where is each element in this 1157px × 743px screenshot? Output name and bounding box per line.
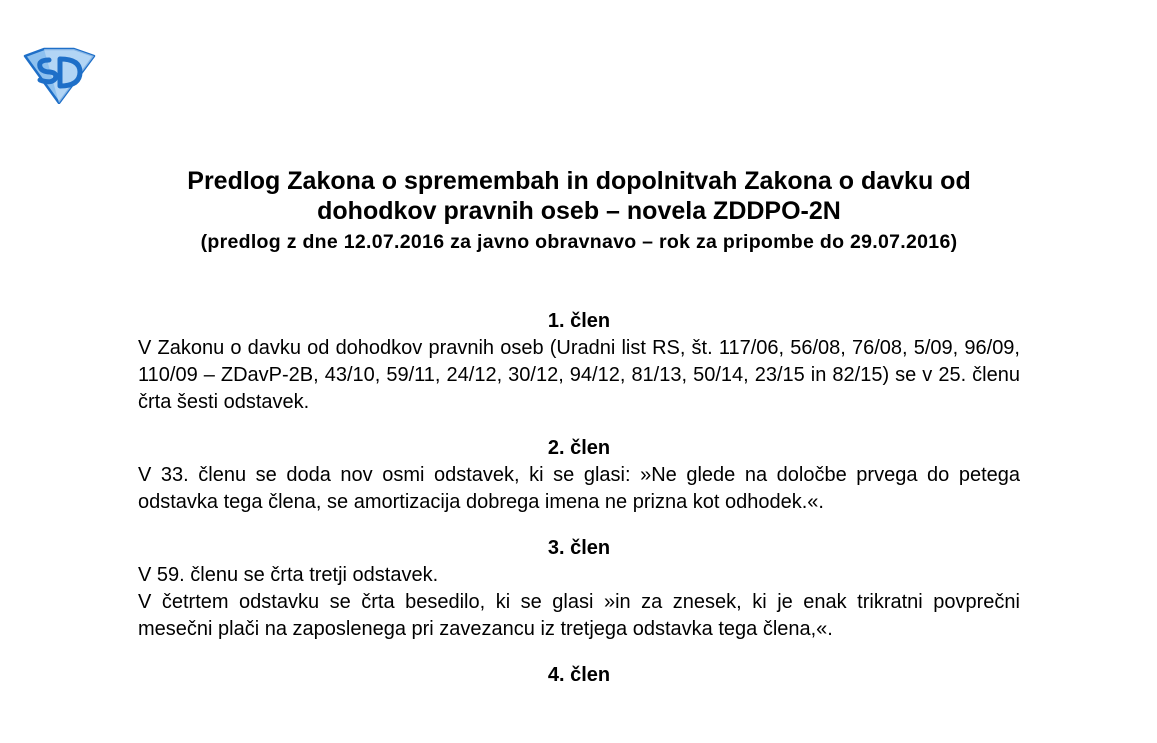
document-title: Predlog Zakona o spremembah in dopolnitvah Zakona o davku od dohodkov pravnih oseb – novela ZDDPO-2N bbox=[187, 167, 971, 225]
article-paragraph: V 33. členu se doda nov osmi odstavek, ki se glasi: »Ne glede na določbe prvega do petega odstavka tega člena, se amortizacija dobrega imena ne prizna kot odhodek.«. bbox=[138, 464, 1020, 513]
logo bbox=[22, 46, 96, 104]
logo-emblem-icon bbox=[22, 46, 96, 104]
articles-list bbox=[138, 308, 1020, 708]
article-paragraph: V 59. členu se črta tretji odstavek. bbox=[138, 564, 439, 586]
article-heading: 4. člen bbox=[547, 664, 611, 686]
article-paragraph: V Zakonu o davku od dohodkov pravnih oseb (Uradni list RS, št. 117/06, 56/08, 76/08, 5/09, 96/09, 110/09 – ZDavP-2B, 43/10, 59/11, 24/12, 30/12, 94/12, 81/13, 50/14, 23/15 in 82/15) se v 25. členu črta šesti odstavek. bbox=[138, 337, 1020, 413]
article-heading: 3. člen bbox=[547, 537, 611, 559]
article-4 bbox=[138, 662, 1020, 689]
article-heading: 2. člen bbox=[547, 437, 611, 459]
article-paragraph: V četrtem odstavku se črta besedilo, ki se glasi »in za znesek, ki je enak trikratni povprečni mesečni plači na zaposlenega pri zavezancu iz tretjega odstavka tega člena,«. bbox=[138, 591, 1020, 640]
article-2 bbox=[138, 435, 1020, 516]
article-heading: 1. člen bbox=[547, 310, 611, 332]
article-1 bbox=[138, 308, 1020, 416]
document-subtitle: (predlog z dne 12.07.2016 za javno obravnavo – rok za pripombe do 29.07.2016) bbox=[200, 231, 958, 253]
article-3 bbox=[138, 535, 1020, 643]
